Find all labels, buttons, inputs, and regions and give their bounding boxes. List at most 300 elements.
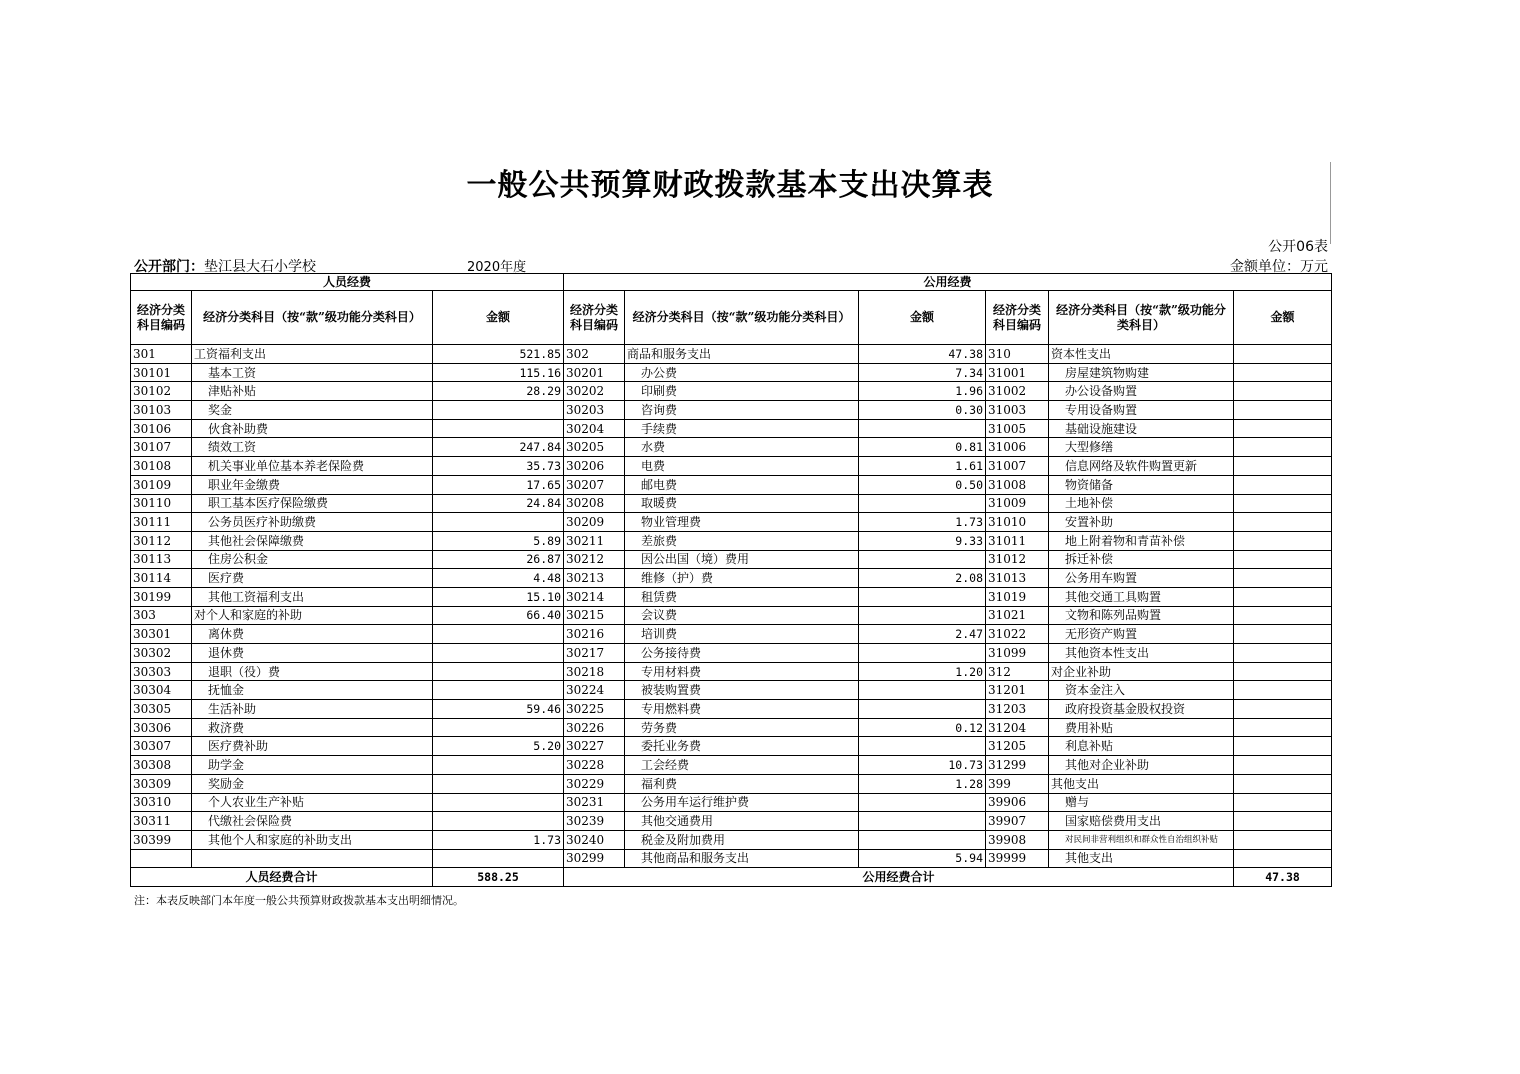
item-personnel: 奖金: [192, 401, 433, 420]
item-capital: 公务用车购置: [1049, 569, 1234, 588]
code-personnel: 30308: [131, 756, 192, 775]
code-capital: 31204: [986, 718, 1049, 737]
item-personnel: 个人农业生产补贴: [192, 793, 433, 812]
amount-personnel: [433, 625, 564, 644]
code-goods: 30231: [564, 793, 625, 812]
item-goods: 取暖费: [625, 494, 859, 513]
item-goods: 会议费: [625, 606, 859, 625]
item-personnel: 公务员医疗补助缴费: [192, 513, 433, 532]
code-capital: 31012: [986, 550, 1049, 569]
amount-personnel: 5.20: [433, 737, 564, 756]
table-row: [131, 569, 1332, 588]
totals-row: [131, 868, 1332, 887]
item-goods: 其他交通费用: [625, 812, 859, 831]
amount-goods: 0.30: [859, 401, 986, 420]
code-personnel: 30102: [131, 382, 192, 401]
item-capital: 赠与: [1049, 793, 1234, 812]
fiscal-year: 2020年度: [467, 260, 527, 275]
item-goods: 水费: [625, 438, 859, 457]
amount-capital: [1234, 363, 1332, 382]
header-code-2: 经济分类科目编码: [564, 291, 625, 345]
amount-personnel: 5.89: [433, 531, 564, 550]
code-personnel: 30109: [131, 475, 192, 494]
code-goods: 30208: [564, 494, 625, 513]
header-amount-3: 金额: [1234, 291, 1332, 345]
item-personnel: 其他社会保障缴费: [192, 531, 433, 550]
code-capital: 31205: [986, 737, 1049, 756]
code-personnel: 30106: [131, 419, 192, 438]
amount-goods: 1.96: [859, 382, 986, 401]
public-total-value: 47.38: [1234, 868, 1332, 887]
item-capital: 其他交通工具购置: [1049, 587, 1234, 606]
amount-personnel: 66.40: [433, 606, 564, 625]
table-row: [131, 550, 1332, 569]
item-personnel: 救济费: [192, 718, 433, 737]
code-goods: 30201: [564, 363, 625, 382]
amount-goods: [859, 700, 986, 719]
amount-goods: [859, 494, 986, 513]
item-goods: 手续费: [625, 419, 859, 438]
item-capital: 其他资本性支出: [1049, 644, 1234, 663]
code-personnel: 30112: [131, 531, 192, 550]
code-goods: 30209: [564, 513, 625, 532]
item-capital: 物资储备: [1049, 475, 1234, 494]
department-label: 公开部门：: [134, 259, 204, 275]
code-capital: 31099: [986, 644, 1049, 663]
code-personnel: 30301: [131, 625, 192, 644]
code-personnel: 30305: [131, 700, 192, 719]
amount-personnel: 521.85: [433, 345, 564, 364]
page-title: 一般公共预算财政拨款基本支出决算表: [466, 168, 994, 203]
amount-capital: [1234, 438, 1332, 457]
code-personnel: 30311: [131, 812, 192, 831]
item-capital: 大型修缮: [1049, 438, 1234, 457]
item-goods: 咨询费: [625, 401, 859, 420]
code-goods: 30299: [564, 849, 625, 868]
item-personnel: 抚恤金: [192, 681, 433, 700]
item-goods: 工会经费: [625, 756, 859, 775]
item-goods: 其他商品和服务支出: [625, 849, 859, 868]
group-header-row: [131, 274, 1332, 291]
table-row: [131, 401, 1332, 420]
amount-goods: 10.73: [859, 756, 986, 775]
table-row: [131, 718, 1332, 737]
table-row: [131, 793, 1332, 812]
table-row: [131, 756, 1332, 775]
amount-personnel: 115.16: [433, 363, 564, 382]
code-capital: 31008: [986, 475, 1049, 494]
code-goods: 30225: [564, 700, 625, 719]
item-personnel: [192, 849, 433, 868]
item-goods: 公务接待费: [625, 644, 859, 663]
amount-capital: [1234, 569, 1332, 588]
amount-goods: [859, 681, 986, 700]
item-goods: 专用材料费: [625, 662, 859, 681]
code-capital: 31299: [986, 756, 1049, 775]
table-row: [131, 644, 1332, 663]
amount-personnel: [433, 513, 564, 532]
code-capital: 399: [986, 774, 1049, 793]
item-personnel: 伙食补助费: [192, 419, 433, 438]
amount-goods: 9.33: [859, 531, 986, 550]
item-personnel: 生活补助: [192, 700, 433, 719]
group-personnel: 人员经费: [131, 274, 564, 291]
code-goods: 30224: [564, 681, 625, 700]
code-capital: 31022: [986, 625, 1049, 644]
code-capital: 31002: [986, 382, 1049, 401]
item-goods: 电费: [625, 457, 859, 476]
amount-goods: 1.61: [859, 457, 986, 476]
amount-capital: [1234, 774, 1332, 793]
code-goods: 30217: [564, 644, 625, 663]
amount-goods: 0.50: [859, 475, 986, 494]
amount-capital: [1234, 419, 1332, 438]
item-capital: 无形资产购置: [1049, 625, 1234, 644]
item-goods: 差旅费: [625, 531, 859, 550]
item-personnel: 津贴补贴: [192, 382, 433, 401]
code-personnel: 30303: [131, 662, 192, 681]
amount-goods: 5.94: [859, 849, 986, 868]
public-total-label: 公用经费合计: [564, 868, 1234, 887]
code-capital: 31010: [986, 513, 1049, 532]
item-goods: 培训费: [625, 625, 859, 644]
item-capital: 费用补贴: [1049, 718, 1234, 737]
amount-goods: [859, 793, 986, 812]
item-personnel: 其他工资福利支出: [192, 587, 433, 606]
item-goods: 维修（护）费: [625, 569, 859, 588]
item-capital: 房屋建筑物购建: [1049, 363, 1234, 382]
code-personnel: 30306: [131, 718, 192, 737]
group-public: 公用经费: [564, 274, 1332, 291]
item-capital: 办公设备购置: [1049, 382, 1234, 401]
amount-personnel: 4.48: [433, 569, 564, 588]
amount-capital: [1234, 681, 1332, 700]
item-personnel: 奖励金: [192, 774, 433, 793]
item-goods: 福利费: [625, 774, 859, 793]
item-personnel: 机关事业单位基本养老保险费: [192, 457, 433, 476]
item-personnel: 离休费: [192, 625, 433, 644]
amount-personnel: 1.73: [433, 830, 564, 849]
header-amount-1: 金额: [433, 291, 564, 345]
code-capital: 31021: [986, 606, 1049, 625]
code-capital: 39999: [986, 849, 1049, 868]
item-goods: 物业管理费: [625, 513, 859, 532]
table-row: [131, 774, 1332, 793]
amount-personnel: 24.84: [433, 494, 564, 513]
table-row: [131, 438, 1332, 457]
amount-goods: 1.73: [859, 513, 986, 532]
code-personnel: [131, 849, 192, 868]
amount-goods: 0.81: [859, 438, 986, 457]
item-capital: 对企业补助: [1049, 662, 1234, 681]
code-goods: 30215: [564, 606, 625, 625]
amount-capital: [1234, 644, 1332, 663]
item-capital: 专用设备购置: [1049, 401, 1234, 420]
amount-goods: 1.28: [859, 774, 986, 793]
code-goods: 30213: [564, 569, 625, 588]
amount-personnel: [433, 756, 564, 775]
amount-capital: [1234, 793, 1332, 812]
code-goods: 30214: [564, 587, 625, 606]
table-row: [131, 345, 1332, 364]
amount-goods: 2.47: [859, 625, 986, 644]
item-goods: 邮电费: [625, 475, 859, 494]
amount-personnel: [433, 644, 564, 663]
amount-personnel: 35.73: [433, 457, 564, 476]
header-name-2: 经济分类科目（按“款”级功能分类科目）: [625, 291, 859, 345]
amount-capital: [1234, 382, 1332, 401]
item-capital: 资本金注入: [1049, 681, 1234, 700]
amount-goods: 7.34: [859, 363, 986, 382]
table-row: [131, 681, 1332, 700]
item-personnel: 住房公积金: [192, 550, 433, 569]
item-personnel: 职工基本医疗保险缴费: [192, 494, 433, 513]
code-goods: 30228: [564, 756, 625, 775]
amount-capital: [1234, 700, 1332, 719]
table-row: [131, 625, 1332, 644]
code-personnel: 30307: [131, 737, 192, 756]
item-capital: 其他支出: [1049, 849, 1234, 868]
amount-personnel: [433, 793, 564, 812]
table-row: [131, 363, 1332, 382]
code-personnel: 301: [131, 345, 192, 364]
item-goods: 租赁费: [625, 587, 859, 606]
code-capital: 31006: [986, 438, 1049, 457]
department-name: 垫江县大石小学校: [204, 259, 316, 275]
amount-goods: 47.38: [859, 345, 986, 364]
item-goods: 被装购置费: [625, 681, 859, 700]
amount-capital: [1234, 401, 1332, 420]
code-personnel: 30309: [131, 774, 192, 793]
code-goods: 30216: [564, 625, 625, 644]
amount-personnel: 15.10: [433, 587, 564, 606]
code-capital: 31019: [986, 587, 1049, 606]
amount-personnel: [433, 401, 564, 420]
item-capital: 对民间非营利组织和群众性自治组织补贴: [1049, 830, 1234, 849]
code-goods: 30218: [564, 662, 625, 681]
item-goods: 商品和服务支出: [625, 345, 859, 364]
item-personnel: 医疗费补助: [192, 737, 433, 756]
code-goods: 30205: [564, 438, 625, 457]
item-goods: 因公出国（境）费用: [625, 550, 859, 569]
amount-personnel: 26.87: [433, 550, 564, 569]
code-personnel: 30111: [131, 513, 192, 532]
item-capital: 安置补助: [1049, 513, 1234, 532]
table-number: 公开06表: [1268, 239, 1328, 255]
code-personnel: 30110: [131, 494, 192, 513]
table-row: [131, 700, 1332, 719]
amount-goods: [859, 737, 986, 756]
code-goods: 30229: [564, 774, 625, 793]
code-capital: 31201: [986, 681, 1049, 700]
code-capital: 39908: [986, 830, 1049, 849]
header-amount-2: 金额: [859, 291, 986, 345]
table-row: [131, 494, 1332, 513]
code-capital: 39907: [986, 812, 1049, 831]
amount-capital: [1234, 812, 1332, 831]
code-personnel: 30107: [131, 438, 192, 457]
header-name-3: 经济分类科目（按“款”级功能分类科目）: [1049, 291, 1234, 345]
amount-personnel: [433, 718, 564, 737]
code-capital: 31003: [986, 401, 1049, 420]
item-capital: 基础设施建设: [1049, 419, 1234, 438]
amount-capital: [1234, 550, 1332, 569]
amount-capital: [1234, 513, 1332, 532]
code-goods: 30206: [564, 457, 625, 476]
table-row: [131, 382, 1332, 401]
code-personnel: 30108: [131, 457, 192, 476]
table-row: [131, 830, 1332, 849]
item-capital: 政府投资基金股权投资: [1049, 700, 1234, 719]
code-personnel: 30302: [131, 644, 192, 663]
table-row: [131, 531, 1332, 550]
item-capital: 国家赔偿费用支出: [1049, 812, 1234, 831]
code-personnel: 30399: [131, 830, 192, 849]
item-goods: 委托业务费: [625, 737, 859, 756]
item-capital: 文物和陈列品购置: [1049, 606, 1234, 625]
code-personnel: 30103: [131, 401, 192, 420]
amount-goods: 2.08: [859, 569, 986, 588]
item-capital: 资本性支出: [1049, 345, 1234, 364]
code-personnel: 303: [131, 606, 192, 625]
amount-goods: 1.20: [859, 662, 986, 681]
amount-personnel: [433, 849, 564, 868]
amount-goods: [859, 644, 986, 663]
amount-personnel: [433, 662, 564, 681]
amount-capital: [1234, 849, 1332, 868]
amount-goods: [859, 587, 986, 606]
header-code-3: 经济分类科目编码: [986, 291, 1049, 345]
amount-personnel: [433, 774, 564, 793]
item-capital: 利息补贴: [1049, 737, 1234, 756]
code-goods: 30202: [564, 382, 625, 401]
item-personnel: 代缴社会保险费: [192, 812, 433, 831]
amount-goods: [859, 550, 986, 569]
table-row: [131, 513, 1332, 532]
code-goods: 30227: [564, 737, 625, 756]
table-row: [131, 606, 1332, 625]
code-personnel: 30113: [131, 550, 192, 569]
table-row: [131, 737, 1332, 756]
item-personnel: 职业年金缴费: [192, 475, 433, 494]
code-goods: 30239: [564, 812, 625, 831]
table-row: [131, 587, 1332, 606]
code-capital: 31001: [986, 363, 1049, 382]
code-goods: 30203: [564, 401, 625, 420]
amount-capital: [1234, 718, 1332, 737]
amount-capital: [1234, 587, 1332, 606]
amount-personnel: 59.46: [433, 700, 564, 719]
code-capital: 31011: [986, 531, 1049, 550]
code-capital: 310: [986, 345, 1049, 364]
personnel-total-label: 人员经费合计: [131, 868, 433, 887]
amount-goods: [859, 812, 986, 831]
amount-capital: [1234, 345, 1332, 364]
amount-personnel: 17.65: [433, 475, 564, 494]
amount-unit: 金额单位：万元: [1230, 259, 1328, 275]
amount-goods: [859, 830, 986, 849]
code-capital: 31203: [986, 700, 1049, 719]
code-goods: 30240: [564, 830, 625, 849]
code-goods: 30207: [564, 475, 625, 494]
amount-capital: [1234, 662, 1332, 681]
table-row: [131, 662, 1332, 681]
item-personnel: 基本工资: [192, 363, 433, 382]
amount-goods: 0.12: [859, 718, 986, 737]
code-personnel: 30310: [131, 793, 192, 812]
code-capital: 312: [986, 662, 1049, 681]
amount-capital: [1234, 756, 1332, 775]
code-goods: 30211: [564, 531, 625, 550]
code-goods: 30212: [564, 550, 625, 569]
code-personnel: 30114: [131, 569, 192, 588]
column-header-row: [131, 291, 1332, 345]
item-personnel: 对个人和家庭的补助: [192, 606, 433, 625]
item-goods: 印刷费: [625, 382, 859, 401]
amount-personnel: 247.84: [433, 438, 564, 457]
code-capital: 39906: [986, 793, 1049, 812]
code-goods: 30204: [564, 419, 625, 438]
code-personnel: 30101: [131, 363, 192, 382]
code-goods: 30226: [564, 718, 625, 737]
code-capital: 31013: [986, 569, 1049, 588]
amount-capital: [1234, 531, 1332, 550]
item-capital: 拆迁补偿: [1049, 550, 1234, 569]
item-personnel: 退休费: [192, 644, 433, 663]
amount-capital: [1234, 737, 1332, 756]
item-capital: 地上附着物和青苗补偿: [1049, 531, 1234, 550]
amount-goods: [859, 606, 986, 625]
amount-capital: [1234, 606, 1332, 625]
item-personnel: 医疗费: [192, 569, 433, 588]
table-row: [131, 457, 1332, 476]
code-capital: 31007: [986, 457, 1049, 476]
table-row: [131, 812, 1332, 831]
expenditure-table: [130, 273, 1332, 887]
footnote: 注：本表反映部门本年度一般公共预算财政拨款基本支出明细情况。: [134, 894, 464, 907]
item-goods: 办公费: [625, 363, 859, 382]
amount-capital: [1234, 625, 1332, 644]
amount-capital: [1234, 475, 1332, 494]
amount-personnel: [433, 681, 564, 700]
item-capital: 信息网络及软件购置更新: [1049, 457, 1234, 476]
item-personnel: 助学金: [192, 756, 433, 775]
table-row: [131, 475, 1332, 494]
table-row: [131, 849, 1332, 868]
code-goods: 302: [564, 345, 625, 364]
item-goods: 税金及附加费用: [625, 830, 859, 849]
amount-capital: [1234, 494, 1332, 513]
personnel-total-value: 588.25: [433, 868, 564, 887]
table-row: [131, 419, 1332, 438]
item-capital: 其他支出: [1049, 774, 1234, 793]
amount-capital: [1234, 830, 1332, 849]
amount-capital: [1234, 457, 1332, 476]
item-personnel: 退职（役）费: [192, 662, 433, 681]
code-personnel: 30304: [131, 681, 192, 700]
amount-personnel: 28.29: [433, 382, 564, 401]
item-personnel: 工资福利支出: [192, 345, 433, 364]
page-edge-line: [1330, 162, 1331, 244]
item-personnel: 其他个人和家庭的补助支出: [192, 830, 433, 849]
amount-goods: [859, 419, 986, 438]
code-capital: 31005: [986, 419, 1049, 438]
item-capital: 土地补偿: [1049, 494, 1234, 513]
item-capital: 其他对企业补助: [1049, 756, 1234, 775]
amount-personnel: [433, 812, 564, 831]
item-personnel: 绩效工资: [192, 438, 433, 457]
amount-personnel: [433, 419, 564, 438]
